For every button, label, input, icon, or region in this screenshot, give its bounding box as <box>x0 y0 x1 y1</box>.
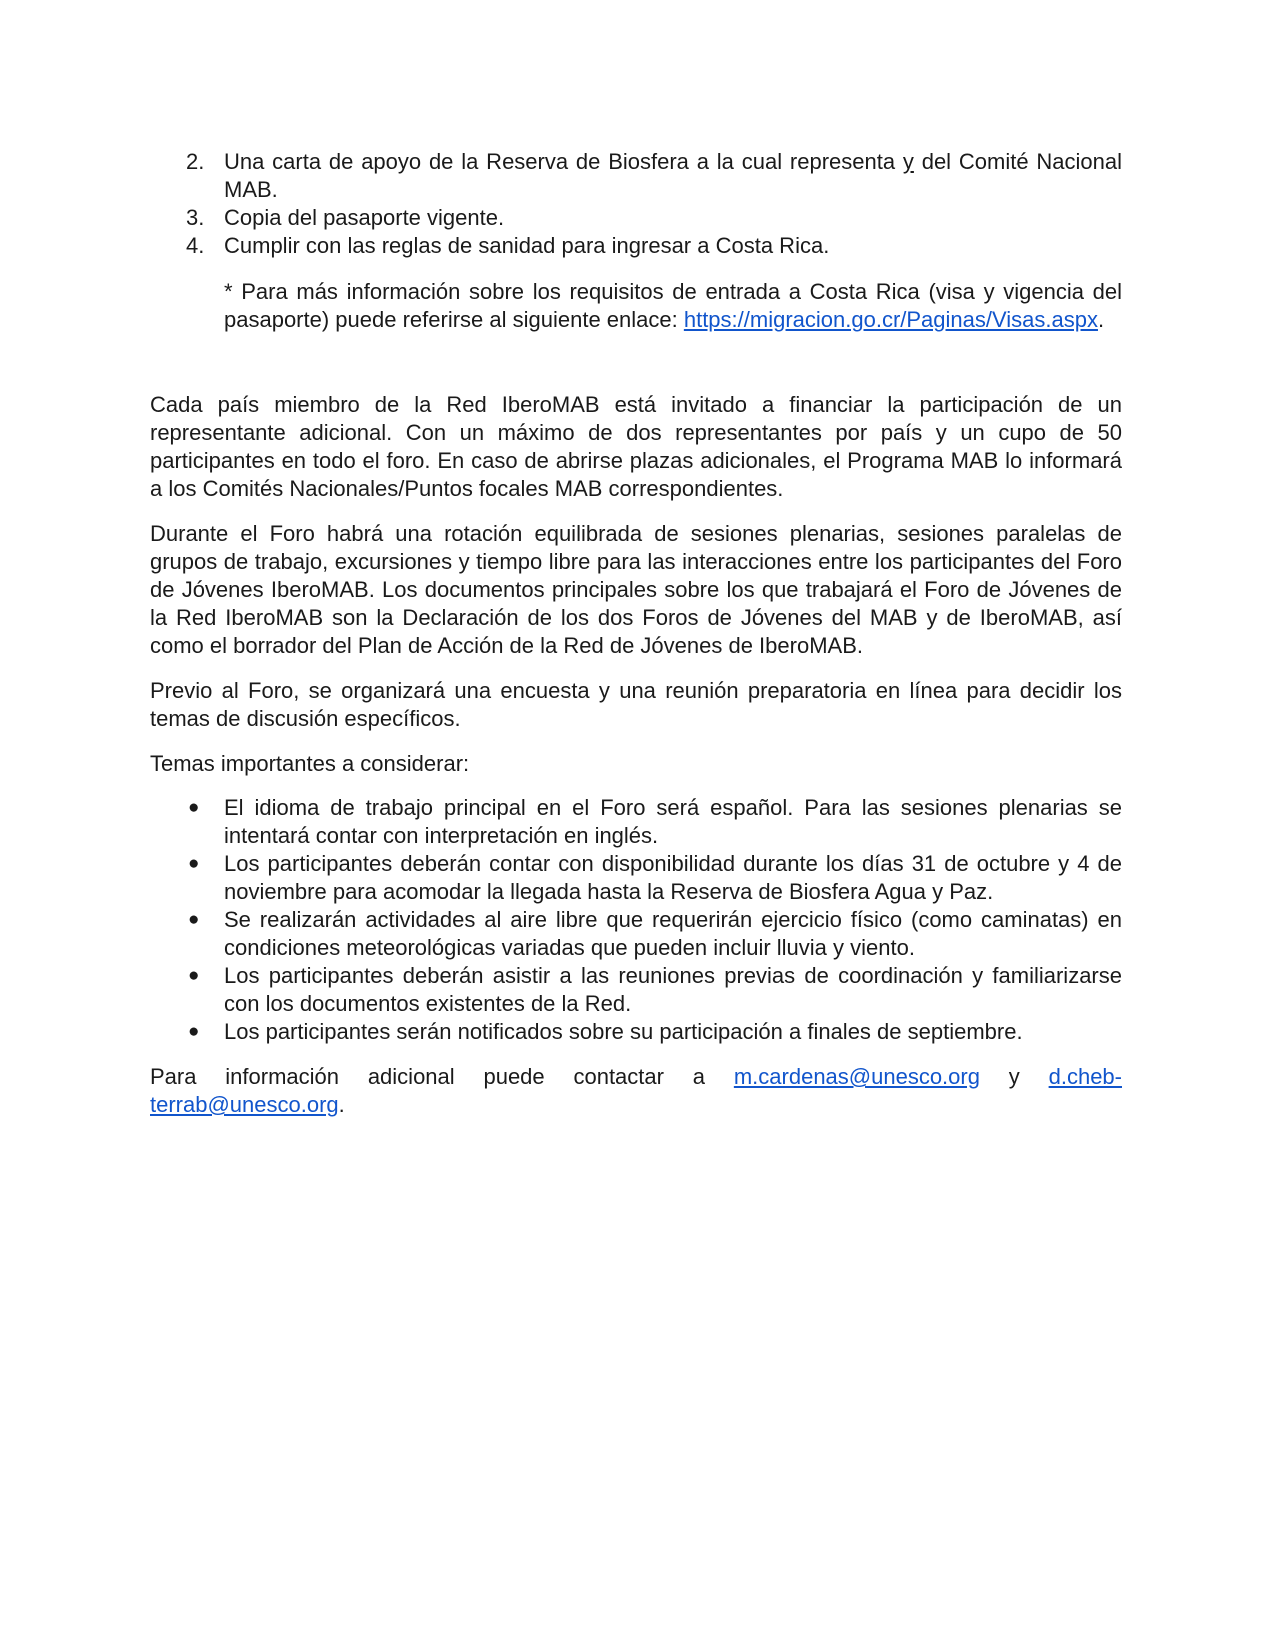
contact-end: . <box>338 1092 345 1117</box>
list-item-text: Cumplir con las reglas de sanidad para ingresar a Costa Rica. <box>224 233 830 258</box>
list-item-text: Una carta de apoyo de la Reserva de Biosfera a la cual representa <box>224 149 903 174</box>
list-item <box>150 1018 1122 1046</box>
list-item-text: Se realizarán actividades al aire libre que requerirán ejercicio físico (como caminatas) en condiciones meteorológicas variadas que pueden incluir lluvia y viento. <box>224 907 1122 960</box>
paragraph-survey: Previo al Foro, se organizará una encuesta y una reunión preparatoria en línea para decidir los temas de discusión específicos. <box>150 678 1122 731</box>
list-item-text: Los participantes serán notificados sobre su participación a finales de septiembre. <box>224 1019 1023 1044</box>
list-item <box>150 204 1122 232</box>
contact-conjunction: y <box>979 1064 1049 1089</box>
list-item-text: Los participantes deberán asistir a las reuniones previas de coordinación y familiarizarse con los documentos existentes de la Red. <box>224 963 1122 1016</box>
list-item <box>150 794 1122 850</box>
bullet-icon: ● <box>188 797 200 818</box>
list-item-text: El idioma de trabajo principal en el Foro será español. Para las sesiones plenarias se intentará contar con interpretación en inglés. <box>224 795 1122 848</box>
list-item <box>150 906 1122 962</box>
visas-link[interactable]: https://migracion.go.cr/Paginas/Visas.aspx <box>683 307 1098 332</box>
list-item <box>150 148 1122 204</box>
note-text: * Para más información sobre los requisitos de entrada a Costa Rica (visa y vigencia del pasaporte) puede referirse al siguiente enlace: <box>224 279 1122 332</box>
list-number: 3. <box>186 205 205 230</box>
bullet-icon: ● <box>188 965 200 986</box>
bullet-icon: ● <box>188 853 200 874</box>
entry-requirements-note <box>224 278 1122 334</box>
note-end: . <box>1097 307 1105 332</box>
email-link-cheb-terrab[interactable]: d.cheb-terrab@unesco.org <box>150 1064 1122 1117</box>
list-number: 2. <box>186 149 205 174</box>
requirements-list <box>150 148 1122 260</box>
bullet-icon: ● <box>188 1021 200 1042</box>
contact-text: Para información adicional puede contactar a <box>150 1064 734 1089</box>
list-item-text: Los participantes deberán contar con disponibilidad durante los días 31 de octubre y 4 de noviembre para acomodar la llegada hasta la Reserva de Biosfera Agua y Paz. <box>224 851 1122 904</box>
bullet-icon: ● <box>188 909 200 930</box>
list-item <box>150 232 1122 260</box>
list-number: 4. <box>186 233 205 258</box>
topics-list <box>150 794 1122 1046</box>
paragraph-funding: Cada país miembro de la Red IberoMAB está invitado a financiar la participación de un representante adicional. Con un máximo de dos representantes por país y un cupo de 50 participantes en todo el foro. En caso de abrirse plazas adicionales, el Programa MAB lo informará a los Comités Nacionales/Puntos focales MAB correspondientes. <box>150 392 1122 501</box>
document-page <box>150 148 1122 1119</box>
paragraph-contact <box>150 1063 1122 1119</box>
email-link-cardenas[interactable]: m.cardenas@unesco.org <box>733 1064 980 1089</box>
list-item <box>150 962 1122 1018</box>
list-item-text: Copia del pasaporte vigente. <box>224 205 505 230</box>
paragraph-forum-structure: Durante el Foro habrá una rotación equilibrada de sesiones plenarias, sesiones paralelas de grupos de trabajo, excursiones y tiempo libre para las interacciones entre los participantes del Foro de Jóvenes IberoMAB. Los documentos principales sobre los que trabajará el Foro de Jóvenes de la Red IberoMAB son la Declaración de los dos Foros de Jóvenes del MAB y de IberoMAB, así como el borrador del Plan de Acción de la Red de Jóvenes de IberoMAB. <box>150 521 1122 658</box>
paragraph-topics-intro: Temas importantes a considerar: <box>150 751 470 776</box>
list-item-text: del Comité Nacional MAB. <box>224 149 1122 202</box>
list-item <box>150 850 1122 906</box>
underlined-word: y <box>902 149 914 174</box>
